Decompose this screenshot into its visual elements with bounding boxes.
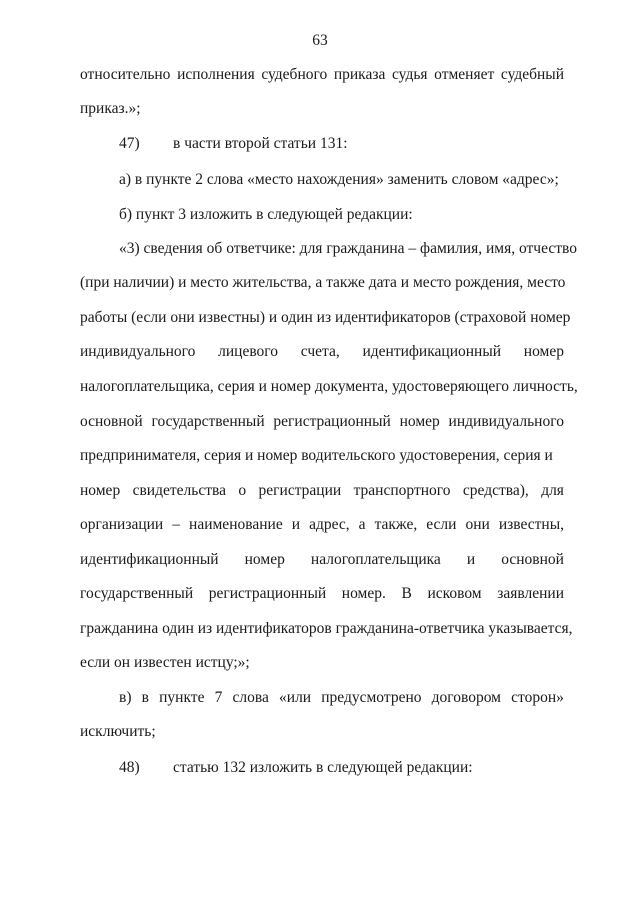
word: – xyxy=(172,516,180,533)
text-line-6: (при наличии) и место жительства, а также дата и место рождения, место xyxy=(80,274,566,291)
word: адрес, xyxy=(309,516,350,533)
list-number: 47) xyxy=(119,135,140,152)
text-line-11: предпринимателя, серия и номер водительского удостоверения, серия и xyxy=(80,447,553,464)
word: отменяет xyxy=(434,66,495,83)
word: исполнения xyxy=(177,66,255,83)
word: индивидуального xyxy=(80,343,196,360)
word: лицевого xyxy=(218,343,279,360)
word: средства), xyxy=(462,482,529,499)
word: в xyxy=(141,689,149,706)
word: а xyxy=(358,516,366,533)
list-text: в части второй статьи 131: xyxy=(173,135,348,152)
word: номер xyxy=(523,343,564,360)
word: 7 xyxy=(214,689,223,706)
text-line-18 xyxy=(119,687,564,709)
word: идентификационный xyxy=(80,551,219,568)
text-line-13 xyxy=(80,514,564,536)
word: договором xyxy=(431,689,501,706)
word: и xyxy=(291,516,301,533)
word: государственный xyxy=(151,413,265,430)
text-line-7: работы (если они известны) и один из идентификаторов (страховой номер xyxy=(80,309,571,326)
word: В xyxy=(401,585,412,602)
text-line-3: а) в пункте 2 слова «место нахождения» заменить словом «адрес»; xyxy=(119,171,559,188)
word: номер. xyxy=(341,585,386,602)
text-line-8 xyxy=(80,341,564,363)
word: судья xyxy=(392,66,428,83)
word: относительно xyxy=(80,66,171,83)
word: они xyxy=(465,516,490,533)
word: индивидуального xyxy=(448,413,564,430)
word: наименование xyxy=(189,516,283,533)
word: государственный xyxy=(80,585,194,602)
word: номер xyxy=(399,413,440,430)
word: в) xyxy=(119,689,132,706)
word: известны, xyxy=(498,516,564,533)
page-number: 63 xyxy=(312,32,328,49)
list-text: статью 132 изложить в следующей редакции: xyxy=(173,759,473,776)
word: слова xyxy=(232,689,269,706)
text-line-4: б) пункт 3 изложить в следующей редакции: xyxy=(119,206,413,223)
word: для xyxy=(541,482,564,499)
text-line-19: исключить; xyxy=(80,723,156,740)
word: регистрационный xyxy=(208,585,327,602)
word: пункте xyxy=(159,689,205,706)
text-line-0 xyxy=(80,64,564,86)
text-line-9: налогоплательщика, серия и номер документа, удостоверяющего личность, xyxy=(80,378,578,395)
text-line-1: приказ.»; xyxy=(80,100,141,117)
text-line-12 xyxy=(80,480,564,502)
word: сторон» xyxy=(511,689,564,706)
word: «или xyxy=(279,689,312,706)
text-line-15 xyxy=(80,583,564,605)
list-number: 48) xyxy=(119,759,140,776)
text-line-17: если он известен истцу;»; xyxy=(80,654,250,671)
word: также, xyxy=(374,516,418,533)
word: номер xyxy=(244,551,285,568)
word: налогоплательщика xyxy=(310,551,441,568)
text-line-5: «3) сведения об ответчике: для гражданина – фамилия, имя, отчество xyxy=(119,240,577,257)
text-line-14 xyxy=(80,549,564,571)
word: судебного xyxy=(261,66,328,83)
text-line-16: гражданина один из идентификаторов гражданина-ответчика указывается, xyxy=(80,620,573,637)
word: свидетельства xyxy=(132,482,226,499)
word: о xyxy=(238,482,247,499)
word: идентификационный xyxy=(362,343,502,360)
word: заявлении xyxy=(497,585,564,602)
word: судебный xyxy=(500,66,564,83)
word: предусмотрено xyxy=(321,689,422,706)
word: приказа xyxy=(333,66,386,83)
word: основной xyxy=(501,551,564,568)
word: основной xyxy=(80,413,143,430)
list-item-48 xyxy=(119,757,473,779)
word: транспортного xyxy=(353,482,451,499)
word: счета, xyxy=(300,343,340,360)
word: номер xyxy=(80,482,121,499)
word: регистрационный xyxy=(273,413,391,430)
word: исковом xyxy=(427,585,482,602)
list-item-47 xyxy=(119,133,348,155)
word: организации xyxy=(80,516,164,533)
text-line-10 xyxy=(80,411,564,433)
word: регистрации xyxy=(258,482,342,499)
word: и xyxy=(466,551,476,568)
word: если xyxy=(426,516,457,533)
